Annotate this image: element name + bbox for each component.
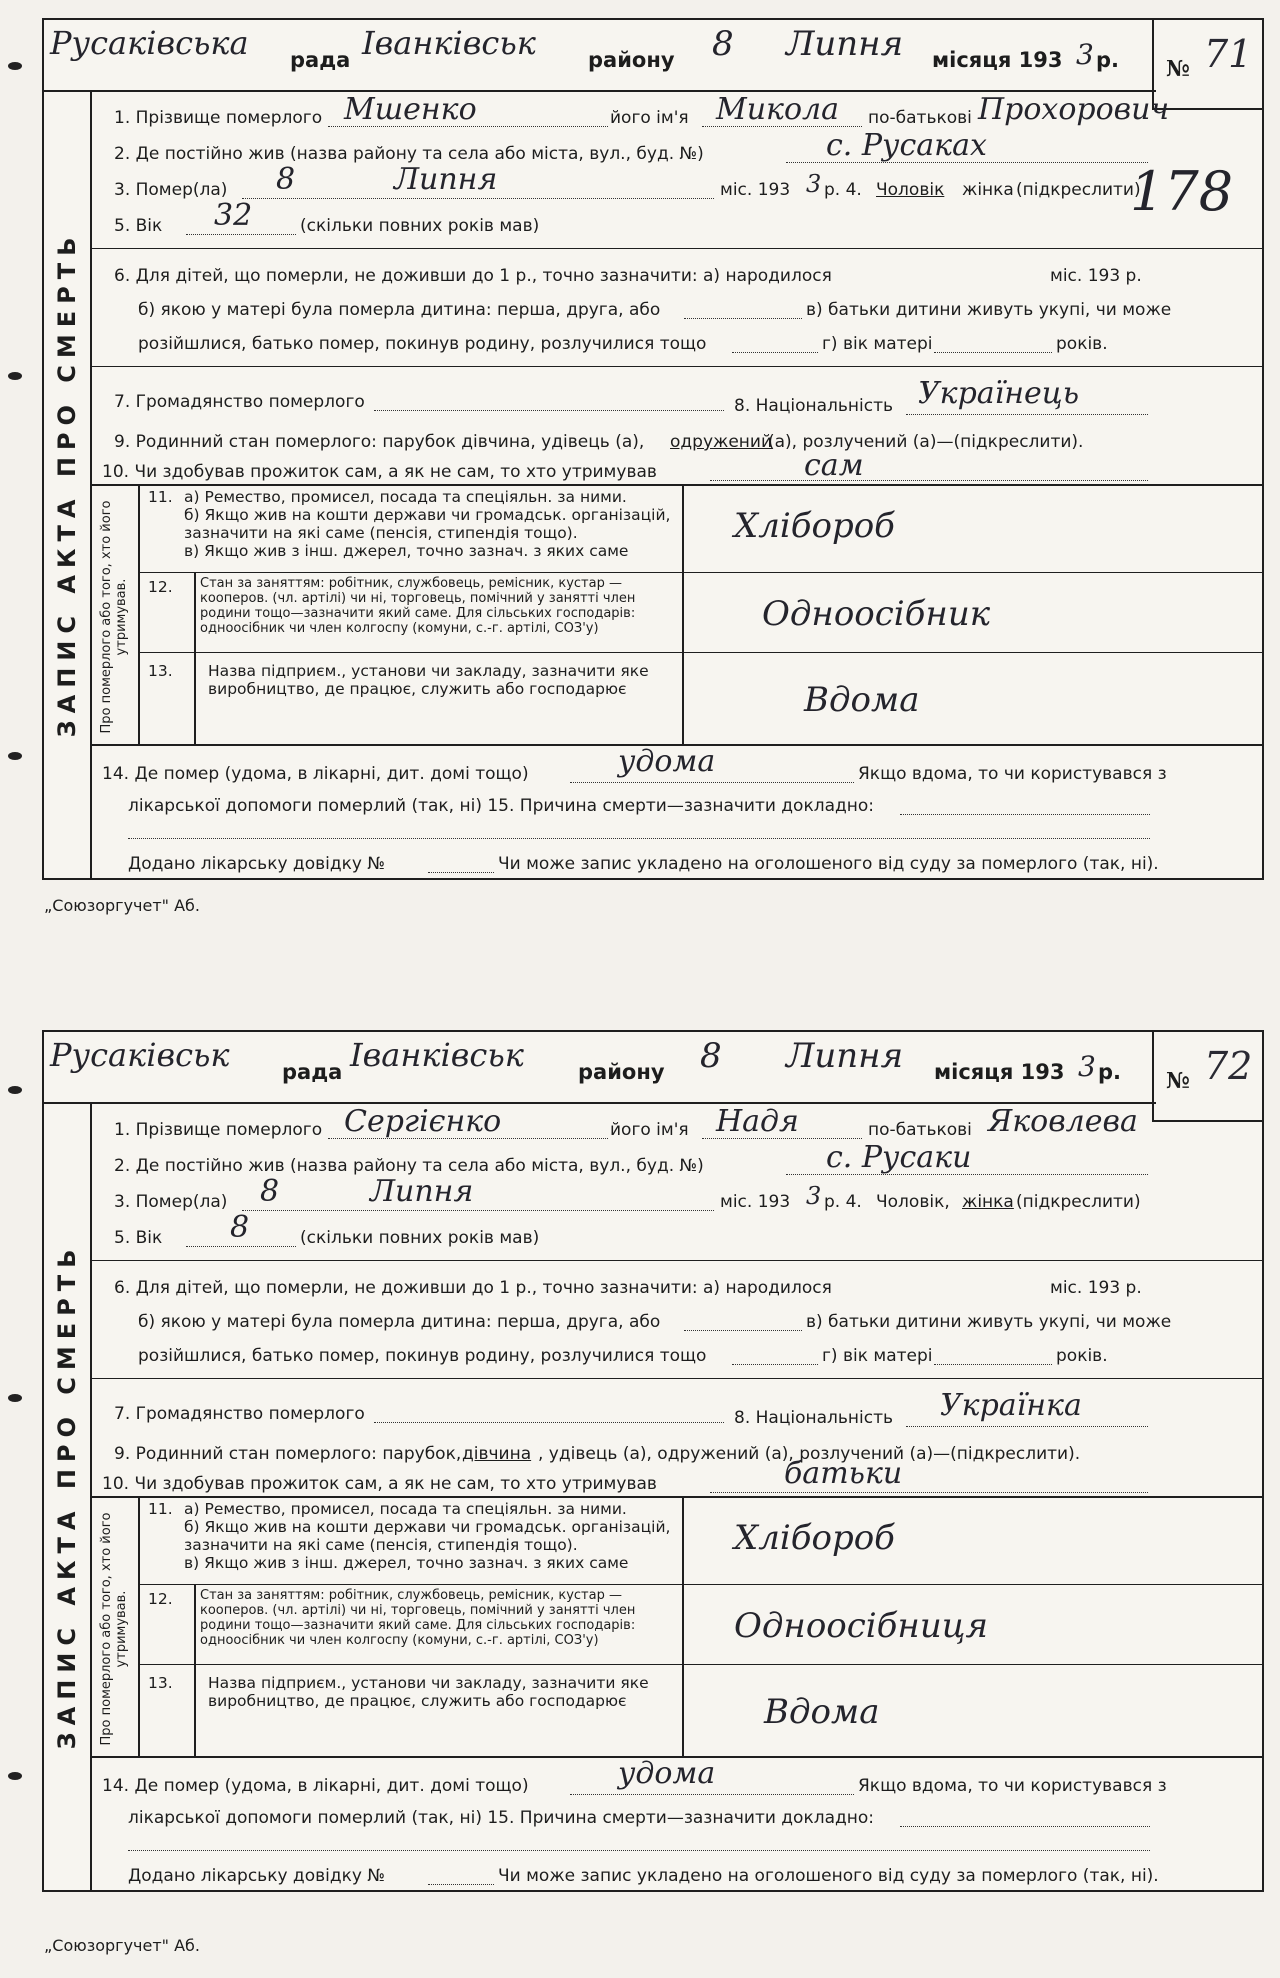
row13-number: 13. <box>148 662 173 680</box>
row12-text: Стан за заняттям: робітник, службовець, ремісник, кустар — кооперов. (чл. артілі) чи ні, торговець, помічний у занятті член родини тощо—зазначити який саме. Для сільських господарів: одноосібник чи член колгоспу (комуни, с.-г. артілі, СОЗ'у) <box>200 1588 636 1648</box>
side-title: ЗАПИС АКТА ПРО СМЕРТЬ <box>53 230 81 738</box>
age-value: 32 <box>214 198 253 233</box>
row11-number: 11. <box>148 1500 173 1518</box>
medical-help-cause: лікарської допомоги померлий (так, ні) 15. Причина смерти—зазначити докладно: <box>128 796 875 816</box>
residence-label: 2. Де постійно жив (назва району та села або міста, вул., буд. №) <box>114 1156 704 1176</box>
children-line-c: розійшлися, батько помер, покинув родину, розлучилися тощо <box>138 1346 707 1366</box>
rayon-label: району <box>588 48 675 72</box>
row13-number: 13. <box>148 1674 173 1692</box>
row13-text: Назва підприєм., установи чи закладу, зазначити яке виробництво, де працює, служить або господарює <box>208 662 649 698</box>
footer-publisher-1: „Союзоргучет" Аб. <box>44 896 201 915</box>
surname-label: 1. Прізвище померлого <box>114 108 323 128</box>
name-value: Надя <box>716 1104 799 1139</box>
district-name: Іванківськ <box>350 1036 524 1074</box>
medical-help-cause: лікарської допомоги померлий (так, ні) 15. Причина смерти—зазначити докладно: <box>128 1808 875 1828</box>
died-label: 3. Помер(ла) <box>114 180 228 200</box>
citizenship-label: 7. Громадянство померлого <box>114 1404 365 1424</box>
marital-status-prefix: 9. Родинний стан померлого: парубок дівчина, удівець (а), <box>114 432 645 452</box>
marital-status-suffix: , удівець (а), одружений (а), розлучений (а)—(підкреслити). <box>538 1444 1081 1464</box>
row12-text: Стан за заняттям: робітник, службовець, ремісник, кустар — кооперов. (чл. артілі) чи ні, торговець, помічний у занятті член родини тощо—зазначити який саме. Для сільських господарів: одноосібник чи член колгоспу (комуни, с.-г. артілі, СОЗ'у) <box>200 576 636 636</box>
residence-label: 2. Де постійно жив (назва району та села або міста, вул., буд. №) <box>114 144 704 164</box>
children-line-a-end: міс. 193 р. <box>1050 266 1142 286</box>
died-year-digit: 3 <box>806 1182 822 1210</box>
sex-prefix: р. 4. <box>824 1192 862 1212</box>
died-year-label: міс. 193 <box>720 180 791 200</box>
age-value: 8 <box>230 1210 250 1245</box>
died-day: 8 <box>276 162 296 197</box>
row13-text: Назва підприєм., установи чи закладу, зазначити яке виробництво, де працює, служить або господарює <box>208 1674 649 1710</box>
support-label: 10. Чи здобував прожиток сам, а як не сам, то хто утримував <box>102 1474 657 1494</box>
binder-hole <box>8 62 22 70</box>
died-day: 8 <box>260 1174 280 1209</box>
row13-value: Вдома <box>804 680 920 720</box>
box-side-text: Про померлого або того, хто його утримував. <box>99 500 129 734</box>
row12-number: 12. <box>148 578 173 596</box>
died-year-digit: 3 <box>806 170 822 198</box>
residence-value: с. Русаки <box>826 1140 972 1175</box>
age-note: (скільки повних років мав) <box>300 1228 540 1248</box>
footer-publisher-2: „Союзоргучет" Аб. <box>44 1936 201 1955</box>
patronymic-value: Яковлева <box>988 1104 1138 1139</box>
margin-note: 178 <box>1130 160 1234 223</box>
box-side-note <box>92 492 136 742</box>
record-number: 72 <box>1204 1044 1253 1088</box>
children-line-a: 6. Для дітей, що померли, не доживши до 1 р., точно зазначити: а) народилося <box>114 266 832 286</box>
row11-value: Хлібороб <box>734 1518 895 1558</box>
side-title-column <box>44 90 92 878</box>
sex-prefix: р. 4. <box>824 180 862 200</box>
district-name: Іванківськ <box>362 24 536 62</box>
patronymic-label: по-батькові <box>868 108 972 128</box>
side-title: ЗАПИС АКТА ПРО СМЕРТЬ <box>53 1242 81 1750</box>
children-line-c-mid: г) вік матері <box>822 334 933 354</box>
children-line-c-mid: г) вік матері <box>822 1346 933 1366</box>
header-month: Липня <box>786 24 904 64</box>
form-header <box>44 20 1156 92</box>
row13-value: Вдома <box>764 1692 880 1732</box>
surname-label: 1. Прізвище померлого <box>114 1120 323 1140</box>
court-declared-note: Чи може запис укладено на оголошеного від суду за померлого (так, ні). <box>498 854 1159 874</box>
age-note: (скільки повних років мав) <box>300 216 540 236</box>
death-record-form-71 <box>42 18 1264 880</box>
record-number: 71 <box>1204 32 1253 76</box>
marital-status-girl: дівчина <box>462 1444 532 1464</box>
marital-status-suffix: (а), розлучений (а)—(підкреслити). <box>768 432 1084 452</box>
medical-cert-label: Додано лікарську довідку № <box>128 1866 386 1886</box>
patronymic-value: Прохорович <box>978 92 1170 127</box>
side-title-column <box>44 1102 92 1890</box>
nationality-value: Українка <box>940 1388 1082 1423</box>
rada-label: рада <box>290 48 351 72</box>
died-month: Липня <box>370 1174 474 1209</box>
sex-note: (підкреслити) <box>1016 1192 1141 1212</box>
rayon-label: району <box>578 1060 665 1084</box>
died-label: 3. Помер(ла) <box>114 1192 228 1212</box>
year-suffix: р. <box>1096 48 1120 72</box>
marital-status-prefix: 9. Родинний стан померлого: парубок, <box>114 1444 462 1464</box>
form-header <box>44 1032 1156 1104</box>
place-of-death-end: Якщо вдома, то чи користувався з <box>858 1776 1167 1796</box>
row11-number: 11. <box>148 488 173 506</box>
died-month: Липня <box>394 162 498 197</box>
died-year-label: міс. 193 <box>720 1192 791 1212</box>
children-line-b: б) якою у матері була померла дитина: перша, друга, або <box>138 1312 661 1332</box>
children-line-b: б) якою у матері була померла дитина: перша, друга, або <box>138 300 661 320</box>
marital-status-married: одружений <box>670 432 772 452</box>
sex-male: Чоловік, <box>876 1192 950 1212</box>
support-value: сам <box>804 448 864 483</box>
sex-female: жінка <box>962 1192 1014 1212</box>
village-name: Русаківська <box>50 24 249 62</box>
name-label: його ім'я <box>610 108 689 128</box>
name-value: Микола <box>716 92 840 127</box>
row12-value: Одноосібниця <box>734 1606 988 1646</box>
row11-text: а) Ремество, промисел, посада та спеціяльн. за ними. б) Якщо жив на кошти держави чи громадськ. організацій, зазначити на які саме (пенсія, стипендія тощо). в) Якщо жив з інш. джерел, точно зазнач. з яких саме <box>184 1500 671 1572</box>
place-of-death-value: удома <box>618 744 716 779</box>
number-label: № <box>1166 56 1190 82</box>
place-of-death-value: удома <box>618 1756 716 1791</box>
row12-value: Одноосібник <box>762 594 991 634</box>
month-label: місяця 193 <box>932 48 1063 72</box>
binder-hole <box>8 1772 22 1780</box>
binder-hole <box>8 1394 22 1402</box>
header-day: 8 <box>700 1036 722 1076</box>
age-label: 5. Вік <box>114 1228 163 1248</box>
children-line-a: 6. Для дітей, що померли, не доживши до 1 р., точно зазначити: а) народилося <box>114 1278 832 1298</box>
support-label: 10. Чи здобував прожиток сам, а як не сам, то хто утримував <box>102 462 657 482</box>
medical-cert-label: Додано лікарську довідку № <box>128 854 386 874</box>
death-record-form-72 <box>42 1030 1264 1892</box>
row12-number: 12. <box>148 1590 173 1608</box>
binder-hole <box>8 372 22 380</box>
children-line-b-end: в) батьки дитини живуть укупі, чи може <box>806 300 1172 320</box>
record-number-box <box>1152 1032 1262 1122</box>
surname-value: Мшенко <box>344 92 477 127</box>
month-label: місяця 193 <box>934 1060 1065 1084</box>
box-side-note <box>92 1504 136 1754</box>
residence-value: с. Русаках <box>826 128 987 163</box>
children-line-c-end: років. <box>1056 334 1108 354</box>
header-month: Липня <box>786 1036 904 1076</box>
year-suffix: р. <box>1098 1060 1122 1084</box>
place-of-death-label: 14. Де помер (удома, в лікарні, дит. домі тощо) <box>102 764 529 784</box>
name-label: його ім'я <box>610 1120 689 1140</box>
header-year-digit: 3 <box>1076 38 1094 71</box>
children-line-c: розійшлися, батько помер, покинув родину, розлучилися тощо <box>138 334 707 354</box>
age-label: 5. Вік <box>114 216 163 236</box>
sex-note: (підкреслити) <box>1016 180 1141 200</box>
nationality-label: 8. Національність <box>734 1408 894 1428</box>
row11-value: Хлібороб <box>734 506 895 546</box>
row11-text: а) Ремество, промисел, посада та спеціяльн. за ними. б) Якщо жив на кошти держави чи громадськ. організацій, зазначити на які саме (пенсія, стипендія тощо). в) Якщо жив з інш. джерел, точно зазнач. з яких саме <box>184 488 671 560</box>
nationality-label: 8. Національність <box>734 396 894 416</box>
number-label: № <box>1166 1068 1190 1094</box>
sex-male: Чоловік <box>876 180 945 200</box>
header-year-digit: 3 <box>1078 1050 1096 1083</box>
nationality-value: Українець <box>918 376 1080 411</box>
children-line-a-end: міс. 193 р. <box>1050 1278 1142 1298</box>
village-name: Русаківськ <box>50 1036 230 1074</box>
place-of-death-label: 14. Де помер (удома, в лікарні, дит. домі тощо) <box>102 1776 529 1796</box>
binder-hole <box>8 1086 22 1094</box>
children-line-c-end: років. <box>1056 1346 1108 1366</box>
court-declared-note: Чи може запис укладено на оголошеного від суду за померлого (так, ні). <box>498 1866 1159 1886</box>
patronymic-label: по-батькові <box>868 1120 972 1140</box>
children-line-b-end: в) батьки дитини живуть укупі, чи може <box>806 1312 1172 1332</box>
place-of-death-end: Якщо вдома, то чи користувався з <box>858 764 1167 784</box>
binder-hole <box>8 752 22 760</box>
box-side-text: Про померлого або того, хто його утримував. <box>99 1512 129 1746</box>
citizenship-label: 7. Громадянство померлого <box>114 392 365 412</box>
support-value: батьки <box>784 1456 903 1491</box>
rada-label: рада <box>282 1060 343 1084</box>
surname-value: Сергієнко <box>344 1104 502 1139</box>
header-day: 8 <box>712 24 734 64</box>
sex-female: жінка <box>962 180 1014 200</box>
